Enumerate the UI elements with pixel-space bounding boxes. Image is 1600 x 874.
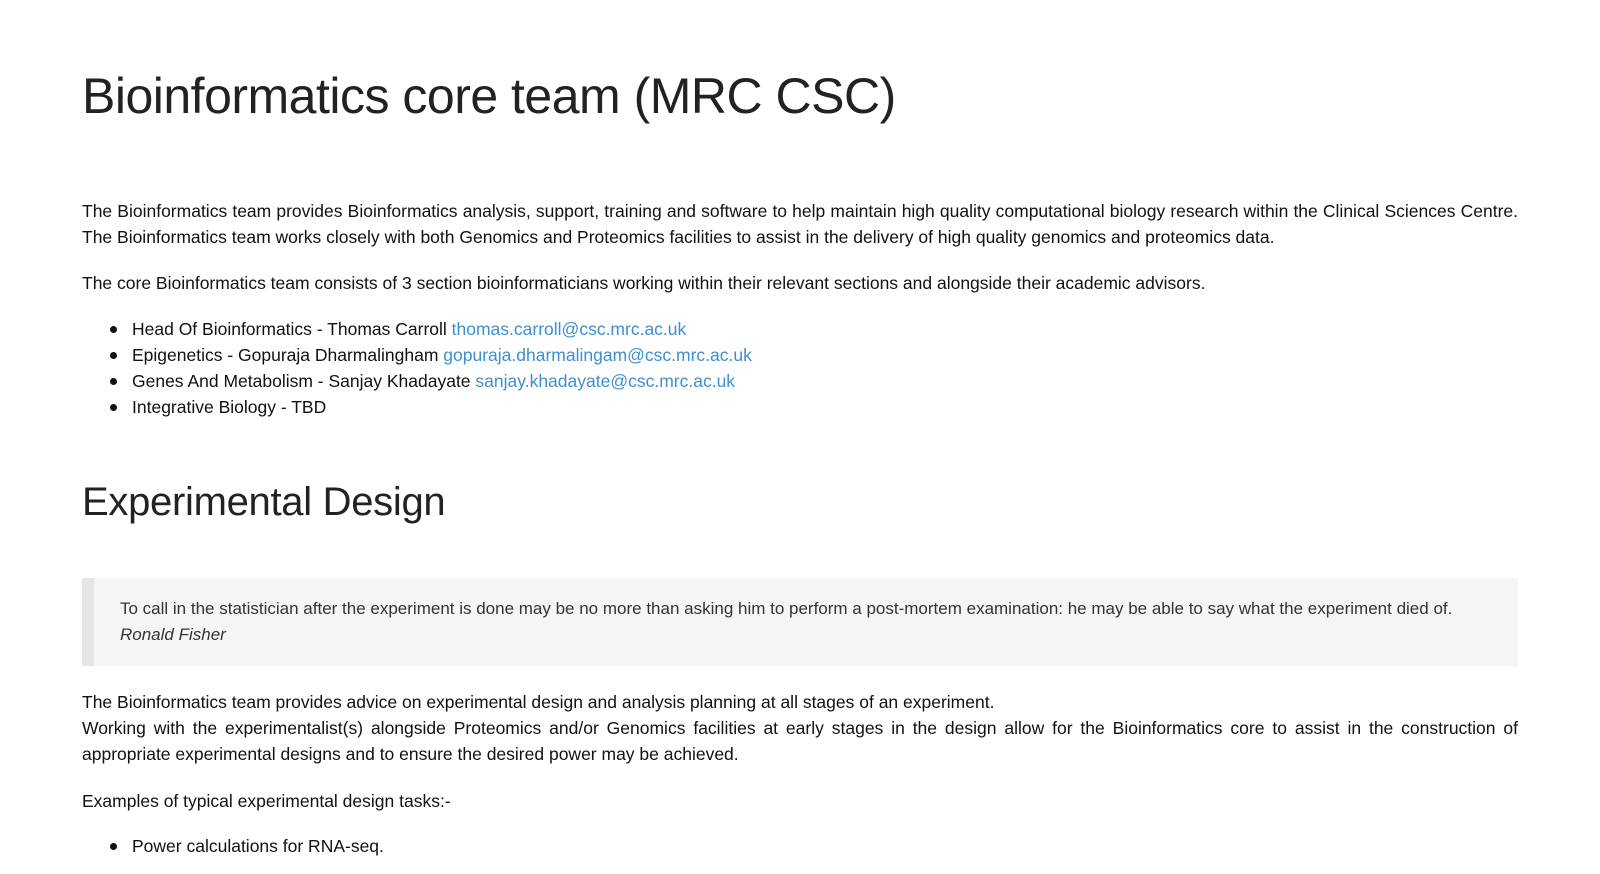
core-team-paragraph: The core Bioinformatics team consists of 3 section bioinformaticians working within their relevant sections and alongside their academic advisors. bbox=[82, 273, 1206, 293]
quote-author: Ronald Fisher bbox=[120, 625, 226, 644]
bullet-icon bbox=[110, 378, 117, 385]
section-heading: Experimental Design bbox=[82, 480, 446, 524]
list-item bbox=[132, 368, 752, 394]
email-link[interactable]: thomas.carroll@csc.mrc.ac.uk bbox=[451, 319, 687, 339]
email-link[interactable]: gopuraja.dharmalingam@csc.mrc.ac.uk bbox=[443, 345, 752, 365]
team-member-label: Epigenetics - Gopuraja Dharmalingham bbox=[132, 345, 439, 365]
advice-paragraph bbox=[82, 689, 1518, 767]
bullet-icon bbox=[110, 352, 117, 359]
email-link[interactable]: sanjay.khadayate@csc.mrc.ac.uk bbox=[475, 371, 736, 391]
team-member-label: Head Of Bioinformatics - Thomas Carroll bbox=[132, 319, 447, 339]
blockquote bbox=[82, 578, 1518, 666]
list-item bbox=[132, 316, 752, 342]
examples-intro: Examples of typical experimental design tasks:- bbox=[82, 791, 451, 811]
advice-line-1: The Bioinformatics team provides advice on experimental design and analysis planning at all stages of an experiment. bbox=[82, 692, 995, 712]
bullet-icon bbox=[110, 326, 117, 333]
advice-line-2: Working with the experimentalist(s) alongside Proteomics and/or Genomics facilities at early stages in the design allow for the Bioinformatics core to assist in the construction of appropriate experimental designs and to ensure the desired power may be achieved. bbox=[82, 718, 1518, 764]
task-label: Power calculations for RNA-seq. bbox=[132, 836, 384, 856]
bullet-icon bbox=[110, 404, 117, 411]
team-member-label: Integrative Biology - TBD bbox=[132, 397, 327, 417]
list-item bbox=[132, 342, 752, 368]
list-item bbox=[132, 833, 384, 859]
team-list bbox=[82, 316, 752, 420]
tasks-list bbox=[82, 833, 384, 859]
list-item bbox=[132, 394, 752, 420]
page-title: Bioinformatics core team (MRC CSC) bbox=[82, 68, 896, 124]
bullet-icon bbox=[110, 843, 117, 850]
team-member-label: Genes And Metabolism - Sanjay Khadayate bbox=[132, 371, 471, 391]
quote-text: To call in the statistician after the experiment is done may be no more than asking him to perform a post-mortem examination: he may be able to say what the experiment died of. bbox=[120, 599, 1453, 618]
intro-paragraph: The Bioinformatics team provides Bioinformatics analysis, support, training and software to help maintain high quality computational biology research within the Clinical Sciences Centre. The Bioinformatics team works closely with both Genomics and Proteomics facilities to assist in the delivery of high quality genomics and proteomics data. bbox=[82, 201, 1518, 247]
